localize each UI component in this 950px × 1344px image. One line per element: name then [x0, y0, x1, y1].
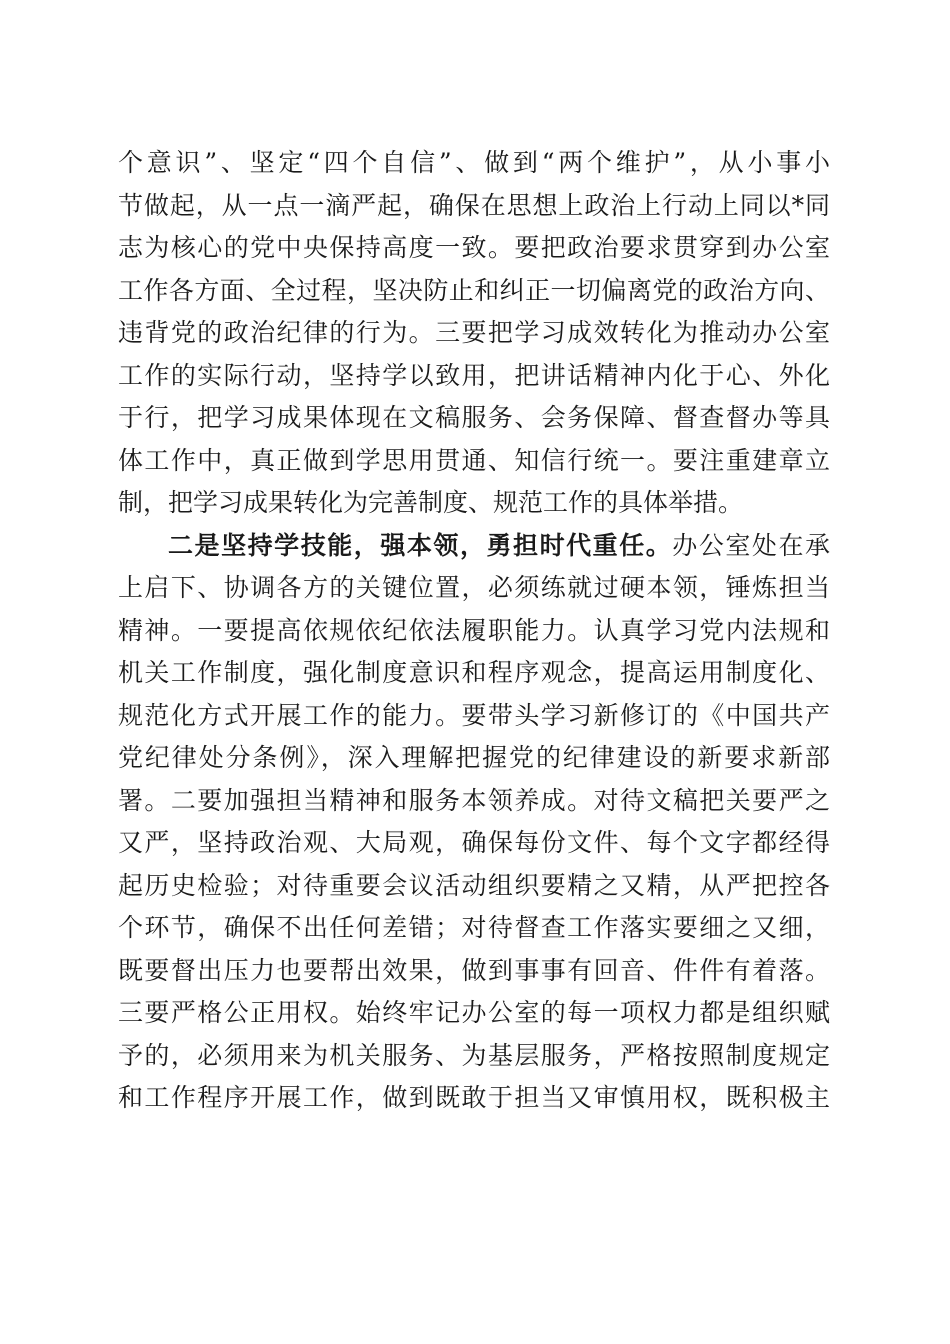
text-span: 办公室处在承 [672, 530, 830, 560]
text-line: 于行，把学习成果体现在文稿服务、会务保障、督查督办等具 [118, 403, 830, 432]
text-line: 和工作程序开展工作，做到既敢于担当又审慎用权，既积极主 [118, 1083, 830, 1112]
text-line: 精神。一要提高依规依纪依法履职能力。认真学习党内法规和 [118, 615, 830, 645]
text-line: 署。二要加强担当精神和服务本领养成。对待文稿把关要严之 [118, 785, 830, 815]
text-line: 机关工作制度，强化制度意识和程序观念，提高运用制度化、 [118, 658, 830, 687]
text-line: 既要督出压力也要帮出效果，做到事事有回音、件件有着落。 [118, 955, 830, 985]
text-line-paragraph-end: 制，把学习成果转化为完善制度、规范工作的具体举措。 [118, 488, 744, 517]
section-heading: 二是坚持学技能，强本领，勇担时代重任。 [168, 530, 673, 560]
text-line: 节做起，从一点一滴严起，确保在思想上政治上行动上同以*同 [118, 190, 830, 220]
text-line: 党纪律处分条例》，深入理解把握党的纪律建设的新要求新部 [118, 743, 830, 772]
text-line: 予的，必须用来为机关服务、为基层服务，严格按照制度规定 [118, 1040, 830, 1070]
text-line: 工作各方面、全过程，坚决防止和纠正一切偏离党的政治方向、 [118, 275, 830, 305]
text-line: 工作的实际行动，坚持学以致用，把讲话精神内化于心、外化 [118, 360, 830, 390]
text-line: 体工作中，真正做到学思用贯通、知信行统一。要注重建章立 [118, 445, 830, 475]
text-line: 志为核心的党中央保持高度一致。要把政治要求贯穿到办公室 [118, 233, 830, 262]
paragraph-start-line [118, 525, 830, 568]
text-line: 规范化方式开展工作的能力。要带头学习新修订的《中国共产 [118, 700, 830, 730]
text-line: 三要严格公正用权。始终牢记办公室的每一项权力都是组织赋 [118, 998, 830, 1027]
text-line: 违背党的政治纪律的行为。三要把学习成效转化为推动办公室 [118, 318, 830, 347]
text-line: 又严，坚持政治观、大局观，确保每份文件、每个文字都经得 [118, 828, 830, 857]
text-line: 上启下、协调各方的关键位置，必须练就过硬本领，锤炼担当 [118, 573, 830, 602]
text-line: 起历史检验；对待重要会议活动组织要精之又精，从严把控各 [118, 870, 830, 900]
text-line: 个意识”、坚定“四个自信”、做到“两个维护”，从小事小 [118, 148, 830, 177]
document-body [118, 142, 830, 1120]
text-line: 个环节，确保不出任何差错；对待督查工作落实要细之又细， [118, 913, 830, 942]
